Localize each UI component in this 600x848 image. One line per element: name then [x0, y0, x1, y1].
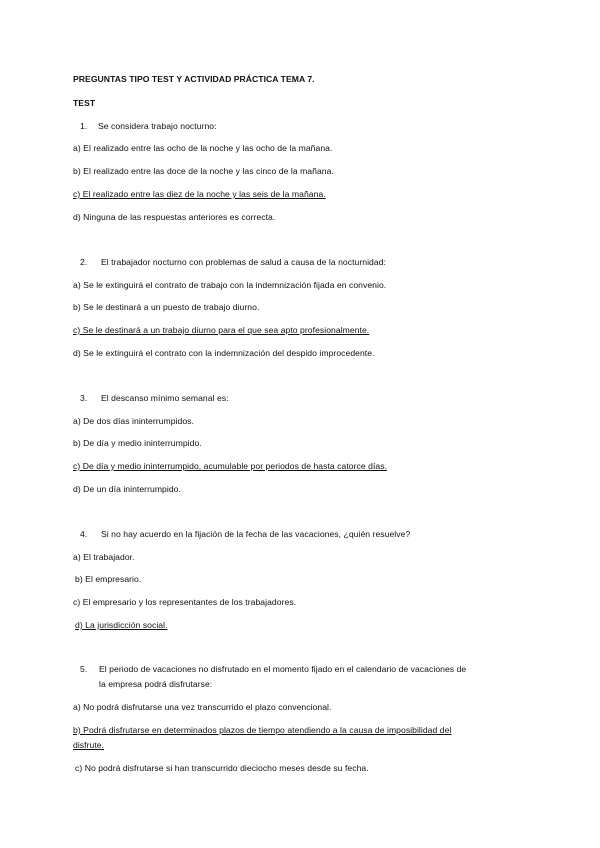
- option-a: a) El realizado entre las ocho de la noche y las ocho de la mañana.: [73, 143, 333, 153]
- option-c: c) El empresario y los representantes de los trabajadores.: [73, 597, 297, 607]
- question-text-line-1: El periodo de vacaciones no disfrutado en el momento fijado en el calendario de vacaciones de: [99, 664, 467, 674]
- option-d: d) Ninguna de las respuestas anteriores es correcta.: [73, 212, 276, 222]
- question-number: 4.: [80, 529, 88, 539]
- option-b: b) El empresario.: [75, 574, 142, 584]
- question-number: 5.: [80, 664, 88, 674]
- option-d: d) De un día ininterrumpido.: [73, 484, 181, 494]
- question-text: El descanso mínimo semanal es:: [101, 393, 229, 403]
- option-c-correct: c) Se le destinará a un trabajo diurno para el que sea apto profesionalmente.: [73, 325, 370, 335]
- option-a: a) De dos días ininterrumpidos.: [73, 416, 194, 426]
- option-a: a) Se le extinguirá el contrato de trabajo con la indemnización fijada en convenio.: [73, 280, 387, 290]
- option-d-correct: d) La jurisdicción social.: [75, 620, 168, 630]
- option-b-correct-line-2: disfrute.: [73, 740, 105, 750]
- option-b-correct-line-1: b) Podrá disfrutarse en determinados plazos de tiempo atendiendo a la causa de imposibilidad del: [73, 725, 452, 735]
- option-c: c) No podrá disfrutarse si han transcurrido dieciocho meses desde su fecha.: [75, 763, 369, 773]
- option-b: b) De día y medio ininterrumpido.: [73, 438, 202, 448]
- question-number: 3.: [80, 393, 88, 403]
- question-number: 1.: [80, 121, 88, 131]
- question-text: El trabajador nocturno con problemas de salud a causa de la nocturnidad:: [101, 257, 386, 267]
- question-text: Se considera trabajo nocturno:: [98, 121, 217, 131]
- question-text-line-2: la empresa podrá disfrutarse:: [99, 679, 213, 689]
- option-b: b) Se le destinará a un puesto de trabajo diurno.: [73, 302, 260, 312]
- option-a: a) No podrá disfrutarse una vez transcurrido el plazo convencional.: [73, 702, 332, 712]
- option-c-correct: c) El realizado entre las diez de la noche y las seis de la mañana.: [73, 189, 326, 199]
- option-c-correct: c) De día y medio ininterrumpido, acumulable por periodos de hasta catorce días.: [73, 461, 388, 471]
- option-a: a) El trabajador.: [73, 552, 135, 562]
- document-title: PREGUNTAS TIPO TEST Y ACTIVIDAD PRÁCTICA TEMA 7.: [73, 74, 315, 84]
- question-text: Si no hay acuerdo en la fijación de la fecha de las vacaciones, ¿quién resuelve?: [101, 529, 411, 539]
- option-d: d) Se le extinguirá el contrato con la indemnización del despido improcedente.: [73, 348, 375, 358]
- question-number: 2.: [80, 257, 88, 267]
- section-heading: TEST: [73, 98, 96, 108]
- option-b: b) El realizado entre las doce de la noche y las cinco de la mañana.: [73, 166, 334, 176]
